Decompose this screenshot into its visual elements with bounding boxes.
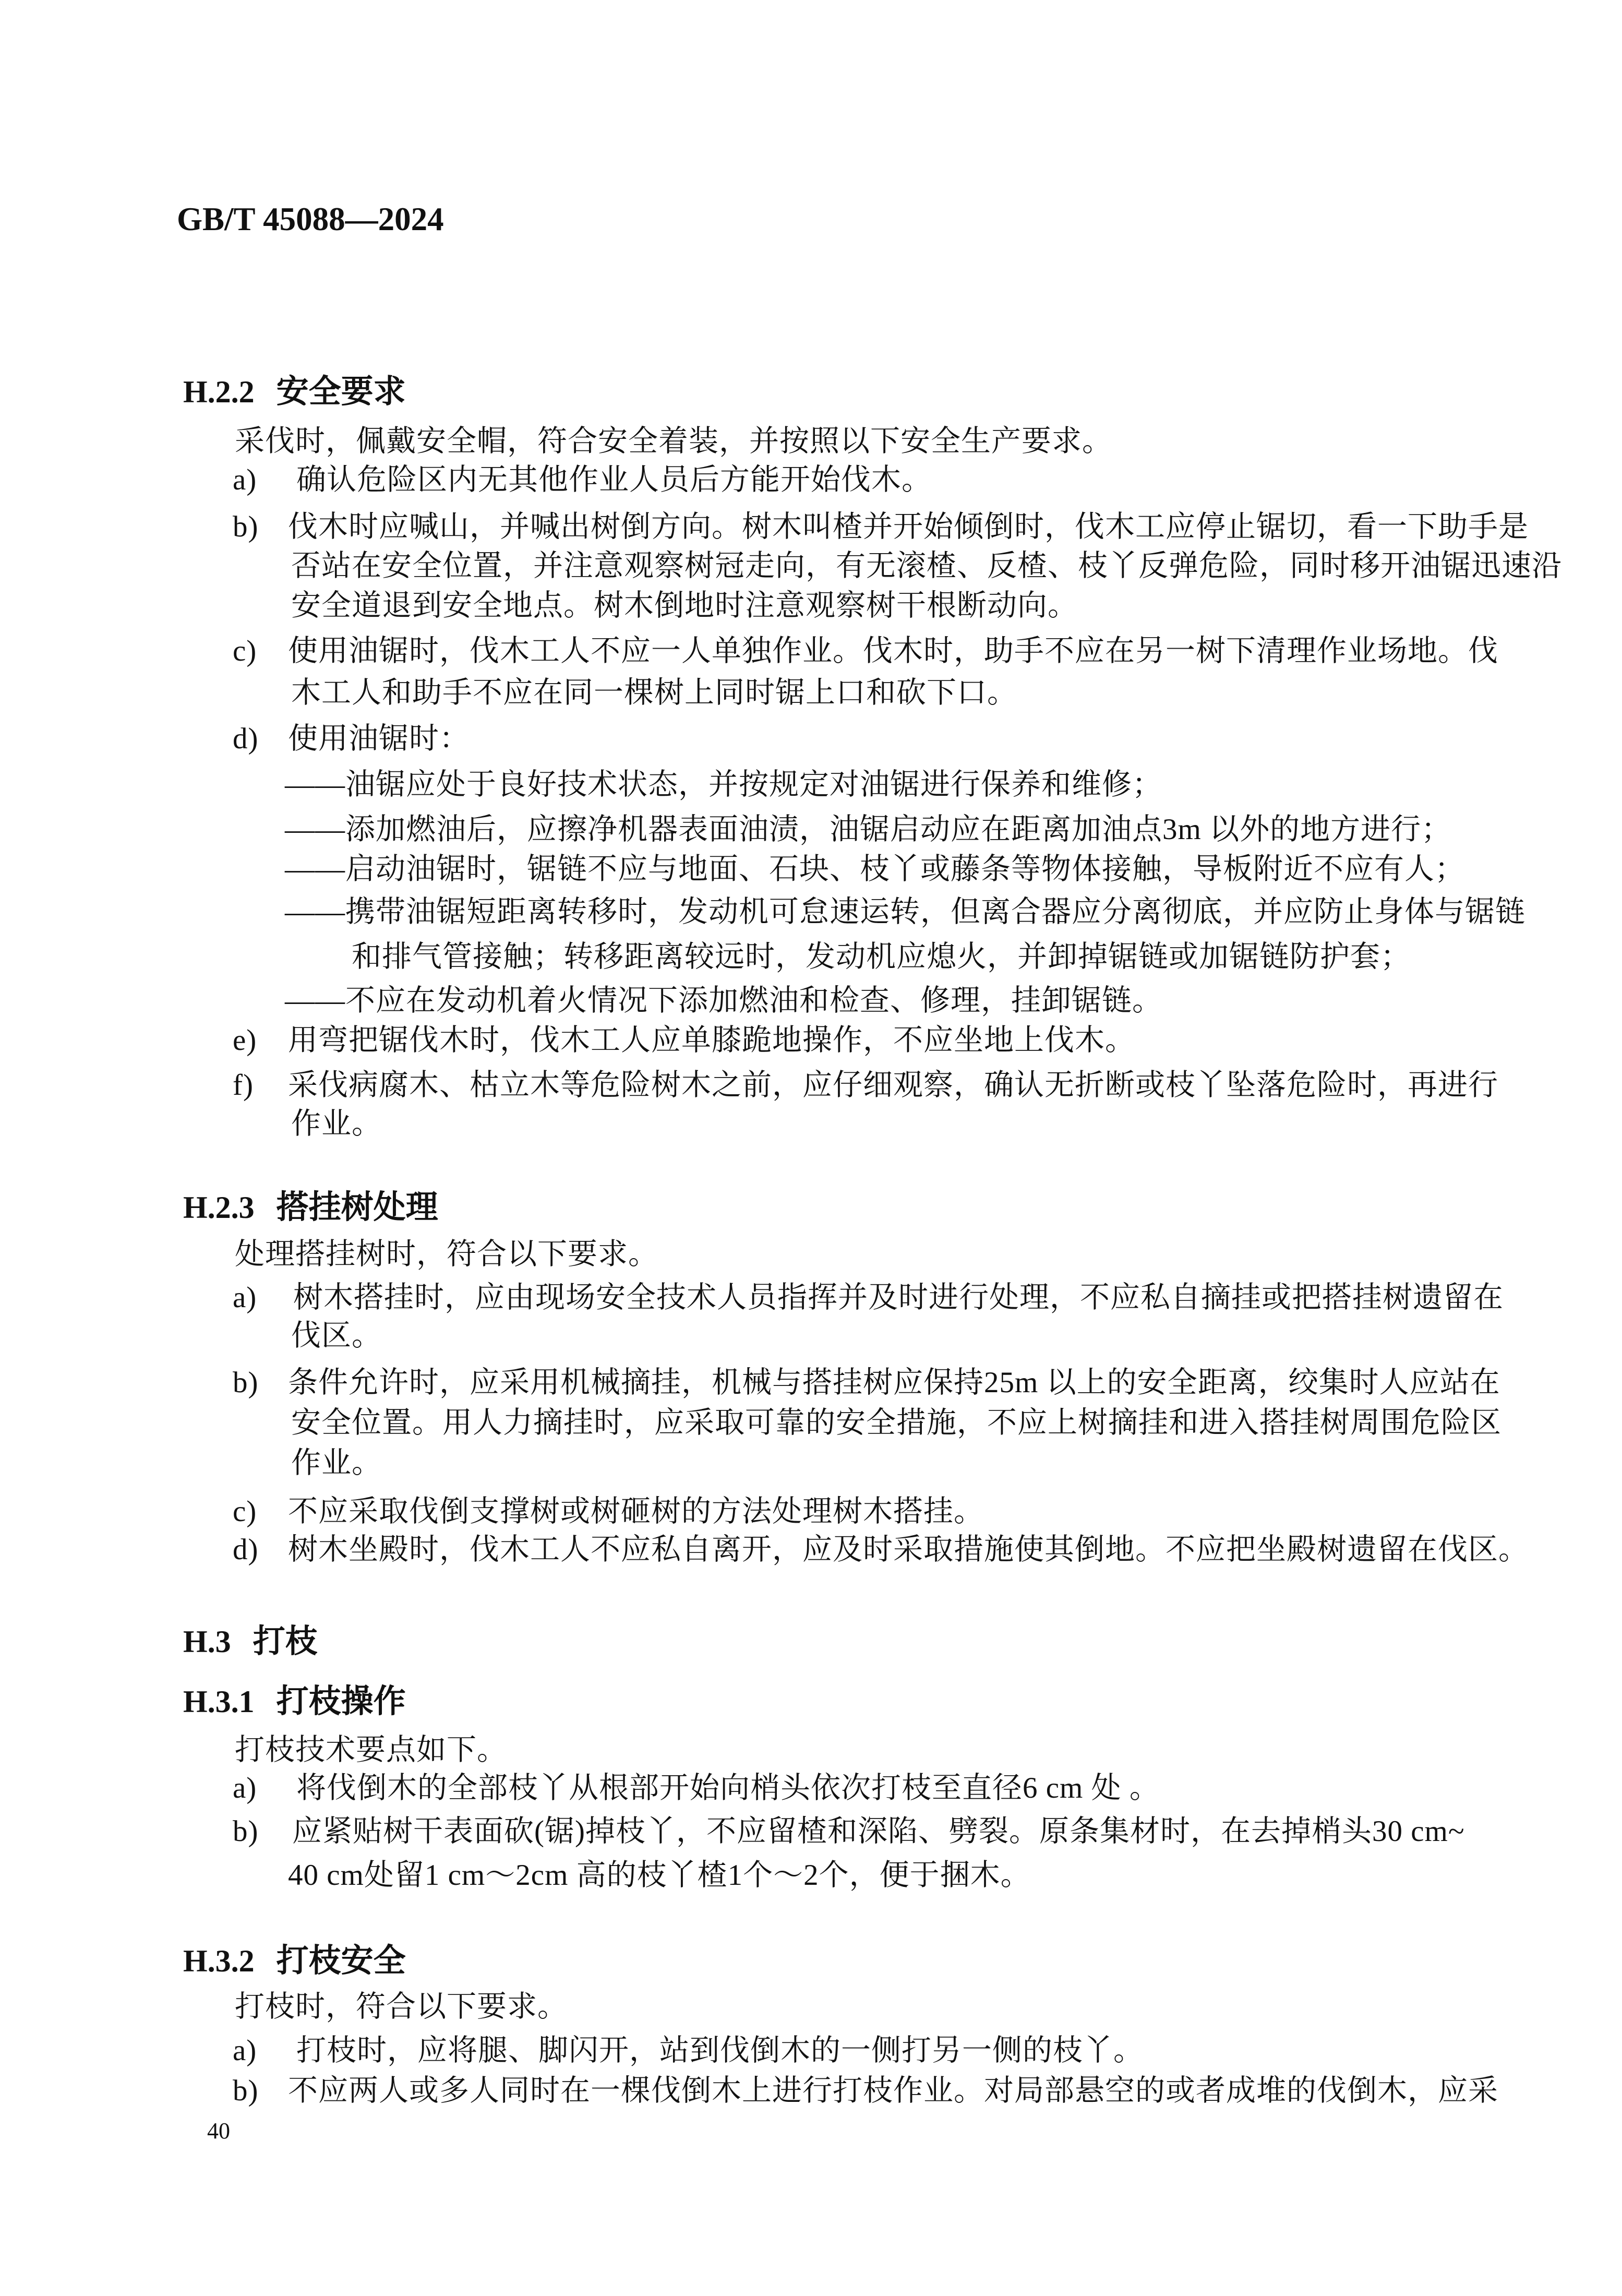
h23-item-b-line2: 安全位置。用人力摘挂时，应采取可靠的安全措施，不应上树摘挂和进入搭挂树周围危险区 [291,1406,1501,1439]
section-heading-h31 [175,1666,406,1731]
h23-item-a-label: a) [233,1281,257,1314]
h22-item-f-line1: 采伐病腐木、枯立木等危险树木之前，应仔细观察，确认无折断或枝丫坠落危险时，再进行 [288,1069,1498,1102]
h22-item-a-label: a) [233,463,257,496]
section-heading-h22 [175,356,406,421]
h23-item-b-line1: 条件允许时，应采用机械摘挂，机械与搭挂树应保持25m 以上的安全距离，绞集时人应站在 [288,1366,1500,1399]
section-number: H.2.3 [183,1190,255,1225]
h23-item-c-label: c) [233,1495,257,1528]
h22-dash-item-4-line2: 和排气管接触；转移距离较远时，发动机应熄火，并卸掉锯链或加锯链防护套； [352,940,1411,973]
h22-dash-item-2: ——添加燃油后，应擦净机器表面油渍，油锯启动应在距离加油点3m 以外的地方进行； [285,813,1452,846]
h31-item-a-label: a) [233,1772,257,1804]
h23-item-b-line3: 作业。 [291,1446,382,1479]
h22-item-e-text: 用弯把锯伐木时，伐木工人应单膝跪地操作，不应坐地上伐木。 [288,1024,1135,1057]
h22-dash-item-1: ——油锯应处于良好技术状态，并按规定对油锯进行保养和维修； [285,768,1162,801]
section-number: H.2.2 [183,375,255,409]
h23-item-d-label: d) [233,1533,259,1566]
section-title: 打枝 [253,1623,318,1659]
h23-item-a-line1: 树木搭挂时，应由现场安全技术人员指挥并及时进行处理，不应私自摘挂或把搭挂树遗留在 [293,1281,1504,1314]
h22-item-c-label: c) [233,635,257,667]
h22-dash-item-5: ——不应在发动机着火情况下添加燃油和检查、修理，挂卸锯链。 [285,984,1162,1017]
h22-item-b-line1: 伐木时应喊山，并喊出树倒方向。树木叫楂并开始倾倒时，伐木工应停止锯切，看一下助手是 [288,510,1529,543]
h23-item-d-text: 树木坐殿时，伐木工人不应私自离开，应及时采取措施使其倒地。不应把坐殿树遗留在伐区。 [288,1533,1529,1566]
page-number: 40 [207,2118,230,2144]
section-heading-h3 [175,1606,318,1671]
h22-item-a-text: 确认危险区内无其他作业人员后方能开始伐木。 [296,463,932,496]
h22-item-d-text: 使用油锯时： [288,722,470,755]
h22-dash-item-3: ——启动油锯时，锯链不应与地面、石块、枝丫或藤条等物体接触，导板附近不应有人； [285,853,1465,886]
section-title: 打枝安全 [276,1943,406,1979]
h22-item-e-label: e) [233,1024,257,1057]
h22-item-f-label: f) [233,1069,254,1102]
h32-item-b-text: 不应两人或多人同时在一棵伐倒木上进行打枝作业。对局部悬空的或者成堆的伐倒木，应采 [288,2074,1498,2107]
h22-item-b-label: b) [233,510,259,543]
h31-item-b-label: b) [233,1815,259,1848]
h31-item-a-text: 将伐倒木的全部枝丫从根部开始向梢头依次打枝至直径6 cm 处 。 [296,1772,1160,1804]
h22-item-d-label: d) [233,722,259,755]
h31-item-b-line2: 40 cm处留1 cm～2cm 高的枝丫楂1个～2个，便于捆木。 [288,1859,1031,1892]
h22-item-f-line2: 作业。 [291,1107,382,1140]
h23-item-b-label: b) [233,1366,259,1399]
h22-intro-paragraph: 采伐时，佩戴安全帽，符合安全着装，并按照以下安全生产要求。 [235,425,1112,458]
section-number: H.3.1 [183,1684,255,1719]
h23-intro-paragraph: 处理搭挂树时，符合以下要求。 [235,1238,658,1271]
h23-item-c-text: 不应采取伐倒支撑树或树砸树的方法处理树木搭挂。 [288,1495,984,1528]
h22-item-b-line2: 否站在安全位置，并注意观察树冠走向，有无滚楂、反楂、枝丫反弹危险，同时移开油锯迅速沿 [291,549,1562,582]
section-title: 搭挂树处理 [276,1189,438,1225]
section-number: H.3.2 [183,1944,255,1978]
h31-intro-paragraph: 打枝技术要点如下。 [235,1733,507,1766]
h23-item-a-line2: 伐区。 [291,1319,382,1352]
h32-intro-paragraph: 打枝时，符合以下要求。 [235,1990,568,2023]
h31-item-b-line1: 应紧贴树干表面砍(锯)掉枝丫，不应留楂和深陷、劈裂。原条集材时，在去掉梢头30 cm~ [292,1815,1465,1848]
section-title: 打枝操作 [276,1683,406,1719]
h22-item-c-line2: 木工人和助手不应在同一棵树上同时锯上口和砍下口。 [291,676,1017,709]
standard-code-header: GB/T 45088—2024 [177,201,444,237]
h22-item-c-line1: 使用油锯时，伐木工人不应一人单独作业。伐木时，助手不应在另一树下清理作业场地。伐 [288,635,1498,667]
section-number: H.3 [183,1624,231,1659]
h32-item-b-label: b) [233,2074,259,2107]
h32-item-a-text: 打枝时，应将腿、脚闪开，站到伐倒木的一侧打另一侧的枝丫。 [296,2034,1144,2067]
h22-item-b-line3: 安全道退到安全地点。树木倒地时注意观察树干根断动向。 [291,589,1078,622]
section-title: 安全要求 [276,374,406,410]
h22-dash-item-4-line1: ——携带油锯短距离转移时，发动机可怠速运转，但离合器应分离彻底，并应防止身体与锯链 [285,895,1525,928]
section-heading-h23 [175,1171,438,1237]
section-heading-h32 [175,1925,406,1990]
h32-item-a-label: a) [233,2034,257,2067]
